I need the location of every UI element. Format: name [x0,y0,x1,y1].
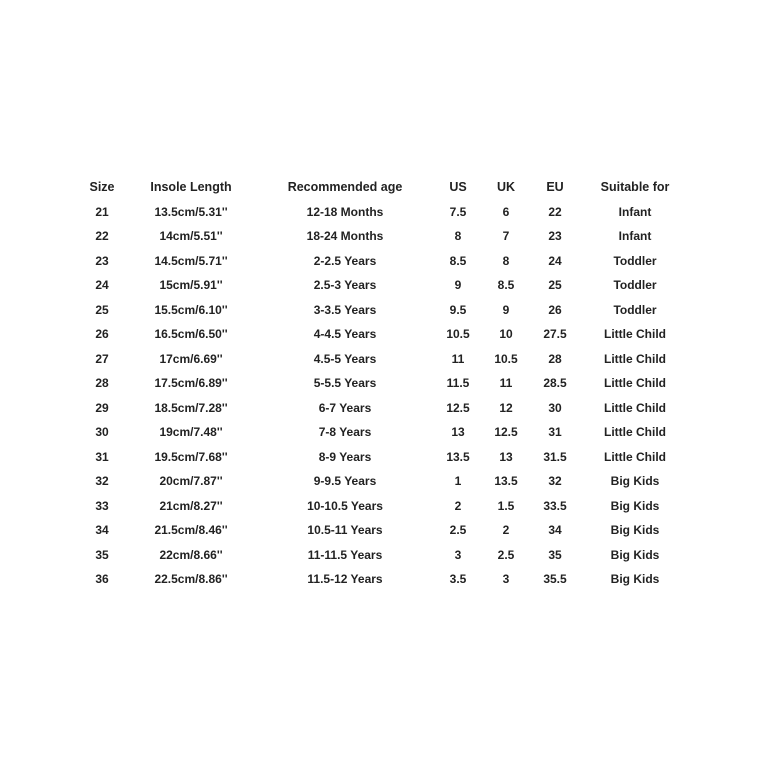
header-us: US [449,180,467,194]
cell-uk: 11 [499,376,513,391]
cell-us: 9 [454,278,462,293]
cell-recommended-age: 2.5-3 Years [313,278,377,293]
cell-recommended-age: 9-9.5 Years [313,474,377,489]
cell-eu: 34 [548,523,562,538]
cell-suitable-for: Big Kids [610,523,660,538]
cell-insole-length: 14.5cm/5.71'' [154,253,228,268]
cell-size: 35 [95,547,109,562]
cell-recommended-age: 3-3.5 Years [313,302,377,317]
cell-size: 32 [95,474,109,489]
cell-uk: 3 [502,572,510,587]
cell-eu: 22 [548,204,562,219]
cell-recommended-age: 18-24 Months [306,229,384,244]
cell-us: 3 [454,547,462,562]
cell-us: 11.5 [446,376,470,391]
cell-us: 2.5 [449,523,467,538]
cell-uk: 13.5 [494,474,518,489]
cell-recommended-age: 10.5-11 Years [307,523,383,538]
cell-insole-length: 14cm/5.51'' [159,229,223,244]
cell-eu: 30 [548,400,562,415]
cell-size: 33 [95,498,109,513]
cell-size: 23 [95,253,109,268]
cell-eu: 28.5 [543,376,567,391]
cell-recommended-age: 5-5.5 Years [313,376,377,391]
cell-eu: 35.5 [543,572,567,587]
cell-us: 8.5 [449,253,467,268]
cell-insole-length: 20cm/7.87'' [159,474,223,489]
cell-size: 25 [95,302,109,317]
cell-eu: 33.5 [543,498,567,513]
cell-recommended-age: 4.5-5 Years [313,351,377,366]
cell-recommended-age: 4-4.5 Years [313,327,377,342]
cell-uk: 13 [499,449,513,464]
table-row [0,249,768,274]
cell-eu: 35 [548,547,562,562]
cell-recommended-age: 8-9 Years [318,449,372,464]
cell-uk: 1.5 [497,498,515,513]
cell-suitable-for: Infant [618,229,652,244]
table-row [0,567,768,592]
cell-size: 27 [95,351,109,366]
table-row [0,494,768,519]
table-row [0,322,768,347]
cell-insole-length: 17cm/6.69'' [159,351,223,366]
cell-insole-length: 13.5cm/5.31'' [154,204,228,219]
cell-insole-length: 19cm/7.48'' [159,425,223,440]
cell-us: 1 [454,474,462,489]
cell-size: 36 [95,572,109,587]
cell-size: 31 [95,449,109,464]
cell-recommended-age: 11-11.5 Years [307,547,383,562]
cell-insole-length: 19.5cm/7.68'' [154,449,228,464]
cell-suitable-for: Little Child [604,327,666,342]
cell-eu: 24 [548,253,562,268]
cell-recommended-age: 2-2.5 Years [313,253,377,268]
table-row [0,273,768,298]
cell-size: 21 [95,204,109,219]
cell-eu: 23 [548,229,562,244]
cell-us: 12.5 [446,400,470,415]
cell-insole-length: 21.5cm/8.46'' [154,523,228,538]
cell-suitable-for: Little Child [604,351,666,366]
cell-suitable-for: Toddler [613,278,657,293]
cell-recommended-age: 11.5-12 Years [307,572,383,587]
cell-size: 26 [95,327,109,342]
cell-recommended-age: 12-18 Months [306,204,384,219]
table-row [0,298,768,323]
cell-uk: 8 [502,253,510,268]
table-row [0,445,768,470]
table-row [0,518,768,543]
cell-eu: 28 [548,351,562,366]
cell-us: 13.5 [446,449,470,464]
cell-uk: 2.5 [497,547,515,562]
header-insole-length: Insole Length [150,180,232,194]
cell-insole-length: 16.5cm/6.50'' [154,327,228,342]
header-size: Size [89,180,115,194]
cell-uk: 8.5 [497,278,515,293]
cell-suitable-for: Big Kids [610,498,660,513]
cell-uk: 10 [499,327,513,342]
cell-insole-length: 18.5cm/7.28'' [154,400,228,415]
cell-recommended-age: 10-10.5 Years [307,498,383,513]
cell-eu: 31.5 [543,449,567,464]
cell-size: 34 [95,523,109,538]
cell-us: 2 [454,498,462,513]
table-row [0,200,768,225]
cell-suitable-for: Big Kids [610,547,660,562]
header-eu: EU [546,180,564,194]
cell-uk: 12.5 [494,425,518,440]
cell-insole-length: 21cm/8.27'' [159,498,223,513]
header-uk: UK [496,180,516,194]
table-row [0,469,768,494]
cell-us: 9.5 [449,302,467,317]
cell-us: 13 [451,425,465,440]
cell-suitable-for: Toddler [613,253,657,268]
cell-size: 22 [95,229,109,244]
cell-us: 11 [451,351,465,366]
cell-insole-length: 22.5cm/8.86'' [154,572,228,587]
cell-uk: 2 [502,523,510,538]
cell-us: 3.5 [449,572,467,587]
header-recommended-age: Recommended age [287,180,403,194]
cell-suitable-for: Big Kids [610,572,660,587]
size-chart-table [0,175,768,592]
cell-uk: 6 [502,204,510,219]
cell-suitable-for: Little Child [604,425,666,440]
cell-suitable-for: Little Child [604,376,666,391]
cell-eu: 32 [548,474,562,489]
table-row [0,371,768,396]
cell-suitable-for: Toddler [613,302,657,317]
cell-suitable-for: Big Kids [610,474,660,489]
cell-size: 28 [95,376,109,391]
table-row [0,347,768,372]
table-row [0,396,768,421]
cell-suitable-for: Infant [618,204,652,219]
table-row [0,224,768,249]
table-row [0,420,768,445]
cell-uk: 9 [502,302,510,317]
cell-uk: 7 [502,229,510,244]
cell-size: 30 [95,425,109,440]
cell-uk: 12 [499,400,513,415]
cell-eu: 27.5 [543,327,567,342]
cell-eu: 25 [548,278,562,293]
cell-insole-length: 17.5cm/6.89'' [154,376,228,391]
cell-size: 24 [95,278,109,293]
cell-eu: 31 [548,425,562,440]
cell-size: 29 [95,400,109,415]
cell-suitable-for: Little Child [604,449,666,464]
cell-eu: 26 [548,302,562,317]
cell-suitable-for: Little Child [604,400,666,415]
cell-uk: 10.5 [494,351,518,366]
table-header-row [0,175,768,200]
cell-insole-length: 15cm/5.91'' [159,278,223,293]
cell-recommended-age: 6-7 Years [318,400,372,415]
cell-us: 10.5 [446,327,470,342]
cell-us: 8 [454,229,462,244]
table-row [0,543,768,568]
cell-insole-length: 15.5cm/6.10'' [154,302,228,317]
header-suitable-for: Suitable for [600,180,670,194]
cell-us: 7.5 [449,204,467,219]
cell-insole-length: 22cm/8.66'' [159,547,223,562]
cell-recommended-age: 7-8 Years [318,425,372,440]
